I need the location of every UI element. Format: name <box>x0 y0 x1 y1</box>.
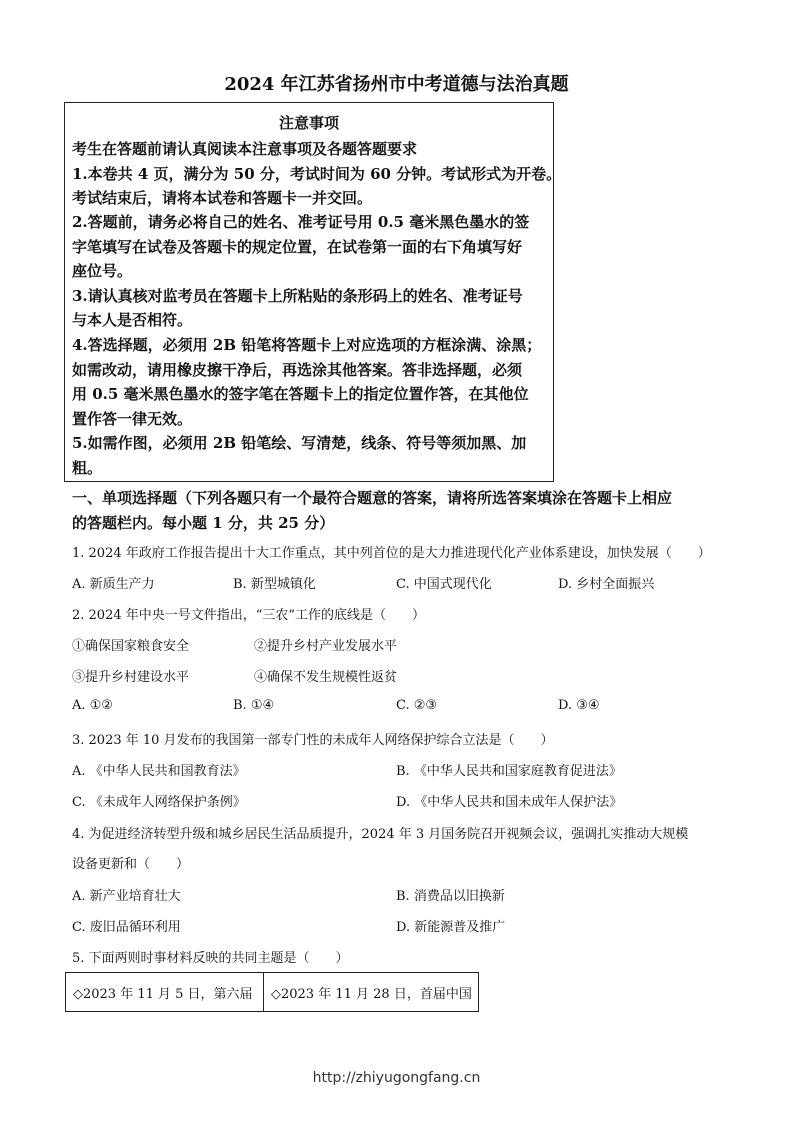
question-1-option-c: C. 中国式现代化 <box>396 577 492 592</box>
notice-line: 考试结束后，请将本试卷和答题卡一并交回。 <box>72 189 373 207</box>
question-4-stem-cont: 设备更新和（ ） <box>72 857 190 872</box>
question-2-item-3: ③提升乡村建设水平 <box>72 670 190 685</box>
question-3-option-c: C. 《未成年人网络保护条例》 <box>72 795 246 810</box>
question-4-option-b: B. 消费品以旧换新 <box>396 889 505 904</box>
question-3-option-d: D. 《中华人民共和国未成年人保护法》 <box>396 795 623 810</box>
notice-line: 用 0.5 毫米黑色墨水的签字笔在答题卡上的指定位置作答，在其他位 <box>72 385 529 403</box>
material-cell-1: ◇2023 年 11 月 5 日，第六届 <box>66 973 264 1011</box>
notice-line: 2.答题前，请务必将自己的姓名、准考证号用 0.5 毫米黑色墨水的签 <box>72 213 530 231</box>
notice-line: 座位号。 <box>72 262 133 280</box>
notice-line: 置作答一律无效。 <box>72 410 193 428</box>
question-1-option-a: A. 新质生产力 <box>72 577 155 592</box>
notice-line: 4.答选择题，必须用 2B 铅笔将答题卡上对应选项的方框涂满、涂黑； <box>72 336 542 354</box>
question-2-stem: 2. 2024 年中央一号文件指出，“三农”工作的底线是（ ） <box>72 608 426 623</box>
question-2-option-c: C. ②③ <box>396 698 438 713</box>
question-1-stem: 1. 2024 年政府工作报告提出十大工作重点，其中列首位的是大力推进现代化产业体系建设，加快发展（ ） <box>72 546 711 561</box>
question-1-option-b: B. 新型城镇化 <box>233 577 316 592</box>
question-2-item-1: ①确保国家粮食安全 <box>72 639 190 654</box>
notice-line: 字笔填写在试卷及答题卡的规定位置，在试卷第一面的右下角填写好 <box>72 238 523 256</box>
notice-line: 粗。 <box>72 459 103 477</box>
notice-heading: 注意事项 <box>278 114 339 132</box>
notice-line: 考生在答题前请认真阅读本注意事项及各题答题要求 <box>72 140 418 158</box>
notice-line: 1.本卷共 4 页，满分为 50 分，考试时间为 60 分钟。考试形式为开卷。 <box>72 165 562 183</box>
question-1-option-d: D. 乡村全面振兴 <box>558 577 655 592</box>
question-4-option-d: D. 新能源普及推广 <box>396 920 506 935</box>
material-cell-2: ◇2023 年 11 月 28 日，首届中国 <box>271 986 472 1002</box>
question-3-option-a: A. 《中华人民共和国教育法》 <box>72 764 246 779</box>
notice-line: 如需改动，请用橡皮擦干净后，再选涂其他答案。答非选择题，必须 <box>72 361 523 379</box>
question-4-stem: 4. 为促进经济转型升级和城乡居民生活品质提升，2024 年 3 月国务院召开视频会议，强调扎实推动大规模 <box>72 827 689 842</box>
question-5-stem: 5. 下面两则时事材料反映的共同主题是（ ） <box>72 951 349 966</box>
question-2-item-2: ②提升乡村产业发展水平 <box>254 639 398 654</box>
notice-line: 3.请认真核对监考员在答题卡上所粘贴的条形码上的姓名、准考证号 <box>72 287 523 305</box>
question-2-option-a: A. ①② <box>72 698 113 713</box>
page-title: 2024 年江苏省扬州市中考道德与法治真题 <box>224 74 569 95</box>
question-3-option-b: B. 《中华人民共和国家庭教育促进法》 <box>396 764 622 779</box>
question-2-option-d: D. ③④ <box>558 698 600 713</box>
question-2-item-4: ④确保不发生规模性返贫 <box>254 670 398 685</box>
section-heading: 一、单项选择题（下列各题只有一个最符合题意的答案，请将所选答案填涂在答题卡上相应 <box>72 489 673 507</box>
question-2-option-b: B. ①④ <box>233 698 275 713</box>
question-4-option-a: A. 新产业培育壮大 <box>72 889 181 904</box>
notice-line: 与本人是否相符。 <box>72 311 193 329</box>
notice-line: 5.如需作图，必须用 2B 铅笔绘、写清楚，线条、符号等须加黑、加 <box>72 434 527 452</box>
footer-url: http://zhiyugongfang.cn <box>312 1070 481 1086</box>
notice-box <box>64 102 562 482</box>
question-4-option-c: C. 废旧品循环利用 <box>72 920 181 935</box>
material-table <box>65 972 479 1012</box>
question-3-stem: 3. 2023 年 10 月发布的我国第一部专门性的未成年人网络保护综合立法是（ ） <box>72 733 554 748</box>
section-heading-cont: 的答题栏内。每小题 1 分，共 25 分） <box>72 514 335 532</box>
